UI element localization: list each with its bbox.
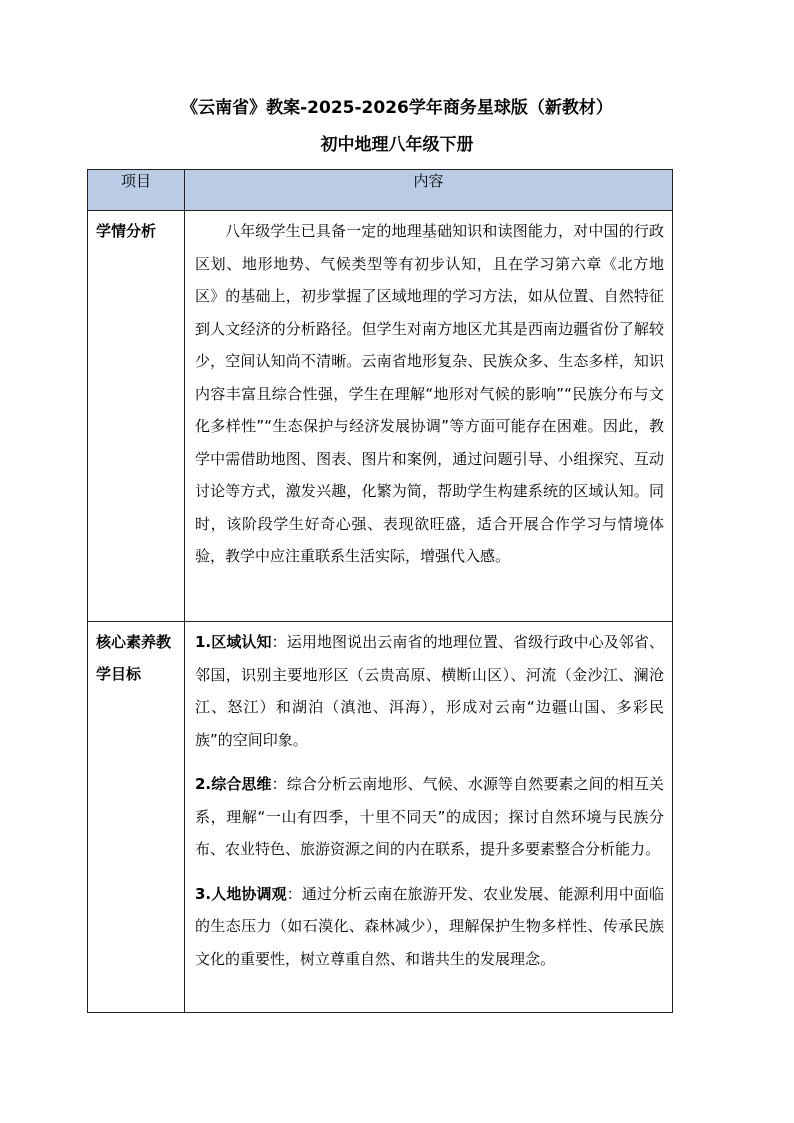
column-header-item: 项目 — [88, 170, 185, 211]
student-analysis-text: 八年级学生已具备一定的地理基础知识和读图能力，对中国的行政区划、地形地势、气候类型等有初步认知，且在学习第六章《北方地区》的基础上，初步掌握了区域地理的学习方法，如从位置、自然特征到人文经济的分析路径。但学生对南方地区尤其是西南边疆省份了解较少，空间认知尚不清晰。云南省地形复杂、民族众多、生态多样，知识内容丰富且综合性强，学生在理解“地形对气候的影响”“民族分布与文化多样性”“生态保护与经济发展协调”等方面可能存在困难。因此，教学中需借助地图、图表、图片和案例，通过问题引导、小组探究、互动讨论等方式，激发兴趣，化繁为简，帮助学生构建系统的区域认知。同时，该阶段学生好奇心强、表现欲旺盛，适合开展合作学习与情境体验，教学中应注重联系生活实际，增强代入感。 — [195, 222, 664, 565]
goal-text: 综合分析云南地形、气候、水源等自然要素之间的相互关系，理解“一山有四季，十里不同天”的成因；探讨自然环境与民族分布、农业特色、旅游资源之间的内在联系，提升多要素整合分析能力。 — [195, 775, 664, 858]
goal-text: 运用地图说出云南省的地理位置、省级行政中心及邻省、邻国，识别主要地形区（云贵高原、横断山区）、河流（金沙江、澜沧江、怒江）和湖泊（滇池、洱海），形成对云南“边疆山国、多彩民族”的空间印象。 — [195, 633, 664, 749]
goal-separator: ： — [271, 633, 287, 651]
table-row — [88, 211, 673, 622]
goal-separator: ： — [271, 775, 287, 793]
goal-item-human-land-coordination — [195, 878, 664, 976]
goal-key: 综合思维 — [211, 775, 272, 793]
goal-number: 3. — [195, 884, 212, 903]
document-subtitle: 初中地理八年级下册 — [320, 135, 474, 155]
goal-item-integrated-thinking — [195, 768, 664, 866]
goal-number: 2. — [195, 775, 212, 793]
goal-separator: ： — [286, 884, 302, 903]
goal-item-regional-cognition — [195, 626, 664, 756]
row-label-student-analysis: 学情分析 — [88, 211, 185, 622]
student-analysis-cell — [185, 211, 673, 622]
row-label-core-literacy-goals: 核心素养教学目标 — [88, 622, 185, 1013]
core-literacy-goals-cell — [185, 622, 673, 1013]
goal-number: 1. — [195, 633, 212, 651]
goal-text: 通过分析云南在旅游开发、农业发展、能源利用中面临的生态压力（如石漠化、森林减少），理解保护生物多样性、传承民族文化的重要性，树立尊重自然、和谐共生的发展理念。 — [195, 884, 664, 968]
table-row — [88, 622, 673, 1013]
table-header-row — [88, 170, 673, 211]
column-header-content: 内容 — [185, 170, 673, 211]
lesson-plan-table — [87, 169, 673, 1013]
document-title: 《云南省》教案-2025-2026学年商务星球版（新教材） — [181, 98, 613, 118]
goal-key: 人地协调观 — [211, 884, 287, 903]
goal-key: 区域认知 — [211, 633, 272, 651]
